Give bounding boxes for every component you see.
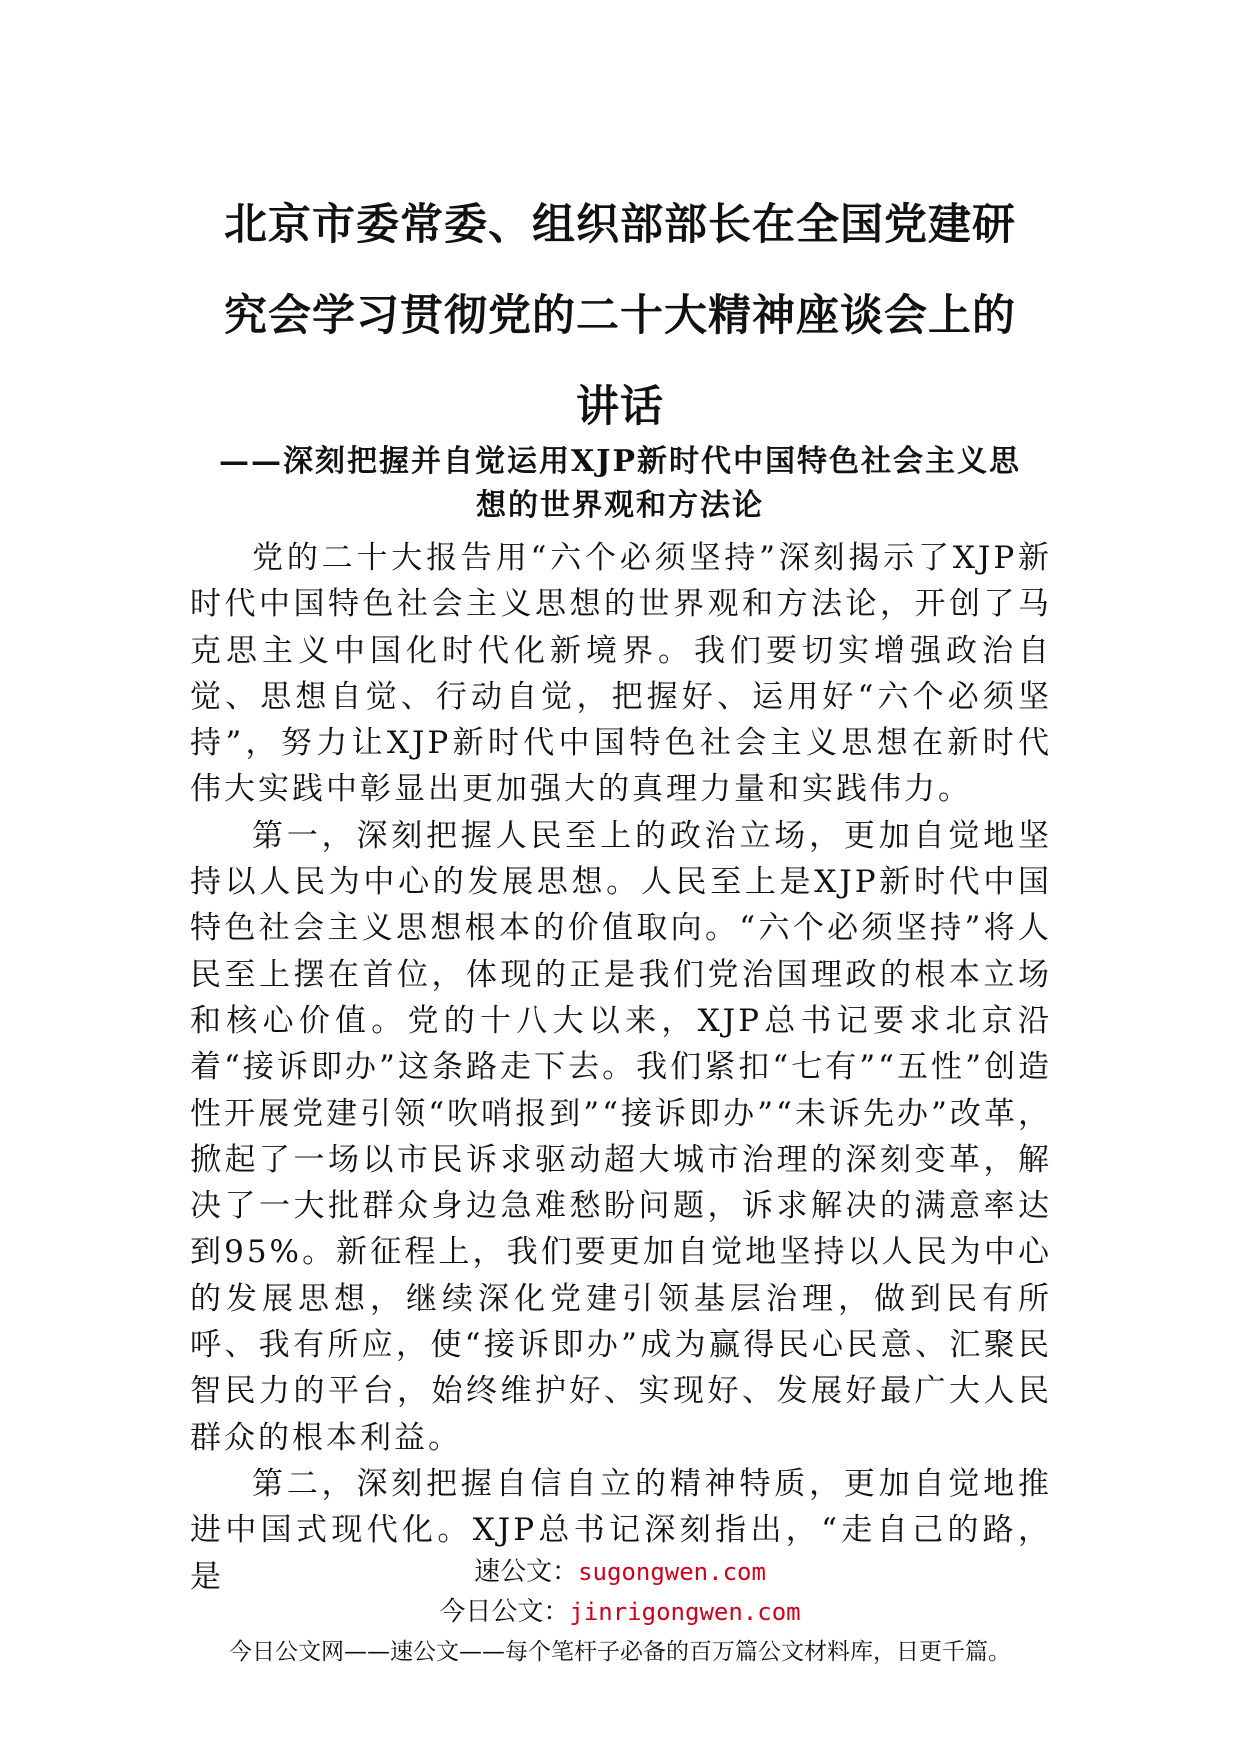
body-paragraph: 第二，深刻把握自信自立的精神特质，更加自觉地推进中国式现代化。XJP总书记深刻指出，“走自己的路，是 <box>190 1465 1052 1595</box>
page-footer <box>0 1552 1240 1672</box>
footer-label-sugongwen: 速公文： <box>474 1557 579 1587</box>
title-line-2: 究会学习贯彻党的二十大精神座谈会上的 <box>224 291 1016 341</box>
title-line-1: 北京市委常委、组织部部长在全国党建研 <box>224 200 1016 250</box>
document-subtitle <box>185 440 1055 528</box>
document-body <box>190 535 1052 1600</box>
footer-line-sugongwen <box>0 1552 1240 1592</box>
subtitle-line-2: 想的世界观和方法论 <box>476 488 764 523</box>
document-title <box>185 180 1055 453</box>
footer-slogan: 今日公文网——速公文——每个笔杆子必备的百万篇公文材料库，日更千篇。 <box>229 1639 1011 1665</box>
title-line-3: 讲话 <box>576 382 664 432</box>
jinrigongwen-link[interactable]: jinrigongwen.com <box>569 1598 801 1626</box>
footer-label-jinrigongwen: 今日公文： <box>439 1597 570 1627</box>
sugongwen-link[interactable]: sugongwen.com <box>578 1558 766 1586</box>
body-paragraph: 党的二十大报告用“六个必须坚持”深刻揭示了XJP新时代中国特色社会主义思想的世界观和方法论，开创了马克思主义中国化时代化新境界。我们要切实增强政治自觉、思想自觉、行动自觉，把握好、运用好“六个必须坚持”，努力让XJP新时代中国特色社会主义思想在新时代伟大实践中彰显出更加强大的真理力量和实践伟力。 <box>190 540 1052 808</box>
subtitle-line-1: ——深刻把握并自觉运用XJP新时代中国特色社会主义思 <box>218 444 1022 479</box>
body-paragraph: 第一，深刻把握人民至上的政治立场，更加自觉地坚持以人民为中心的发展思想。人民至上是XJP新时代中国特色社会主义思想根本的价值取向。“六个必须坚持”将人民至上摆在首位，体现的正是我们党治国理政的根本立场和核心价值。党的十八大以来，XJP总书记要求北京沿着“接诉即办”这条路走下去。我们紧扣“七有”“五性”创造性开展党建引领“吹哨报到”“接诉即办”“未诉先办”改革，掀起了一场以市民诉求驱动超大城市治理的深刻变革，解决了一大批群众身边急难愁盼问题，诉求解决的满意率达到95%。新征程上，我们要更加自觉地坚持以人民为中心的发展思想，继续深化党建引领基层治理，做到民有所呼、我有所应，使“接诉即办”成为赢得民心民意、汇聚民智民力的平台，始终维护好、实现好、发展好最广大人民群众的根本利益。 <box>190 817 1052 1456</box>
footer-line-jinrigongwen <box>0 1592 1240 1632</box>
